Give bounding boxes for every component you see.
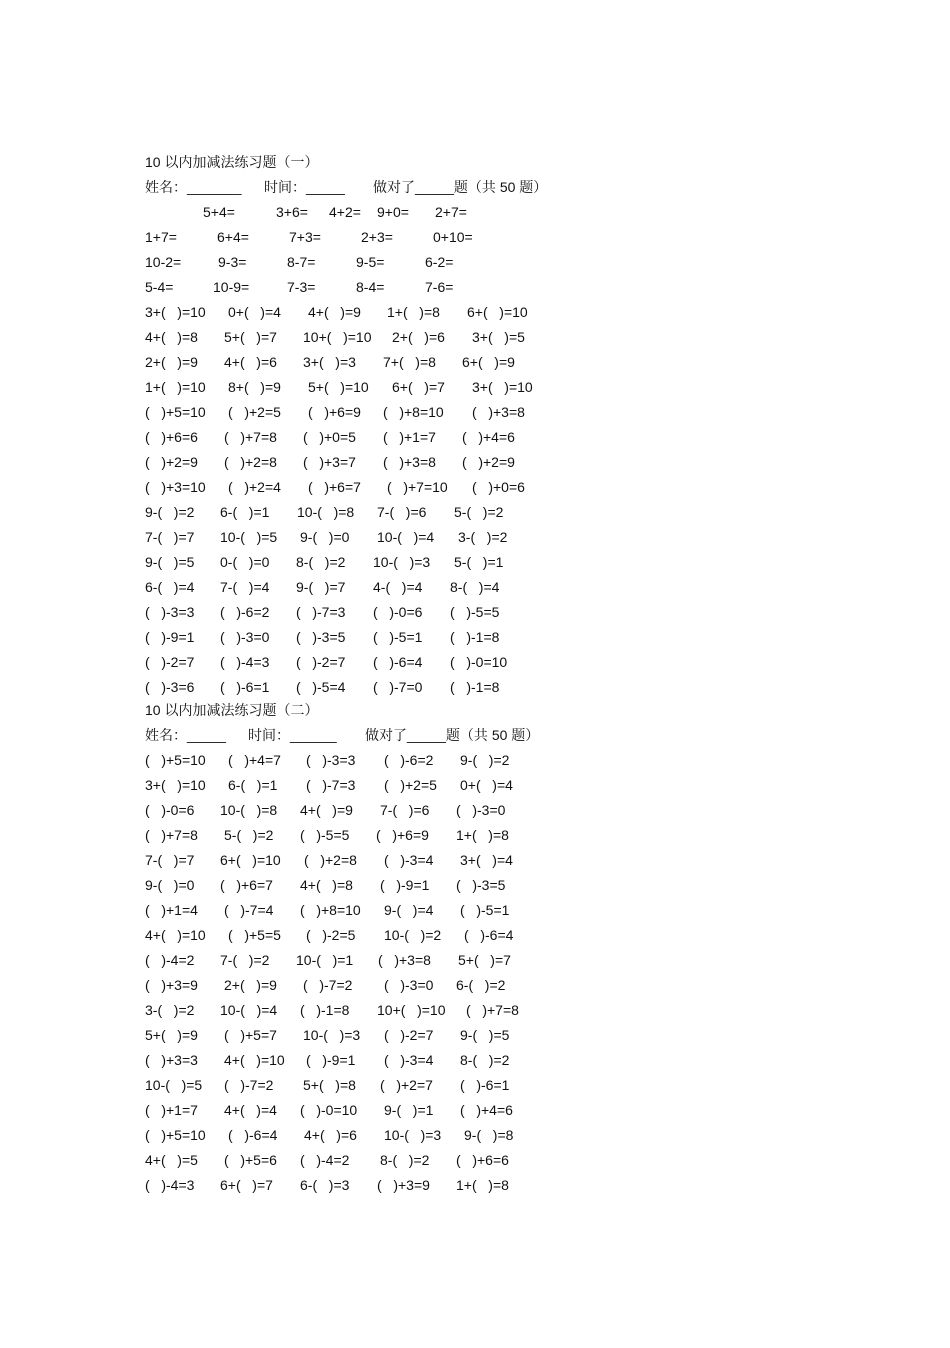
- problem: 9-( )=2: [460, 752, 510, 768]
- problem: 5+( )=8: [303, 1077, 356, 1093]
- problem: ( )-6=4: [373, 654, 423, 670]
- problem: 8-( )=2: [296, 554, 346, 570]
- problem: 6+( )=10: [467, 304, 528, 320]
- problem: 7-( )=6: [377, 504, 427, 520]
- problem: ( )-6=4: [228, 1127, 278, 1143]
- problem-row: [0, 300, 950, 325]
- problem: 2+7=: [435, 204, 467, 220]
- problem: ( )+3=10: [145, 479, 206, 495]
- problem: ( )-3=3: [306, 752, 356, 768]
- problem: ( )+3=3: [145, 1052, 198, 1068]
- problem: 4+( )=10: [145, 927, 206, 943]
- problem: ( )-6=2: [220, 604, 270, 620]
- problem: 3+( )=3: [303, 354, 356, 370]
- problem-row: [0, 1023, 950, 1048]
- problem: 6-2=: [425, 254, 454, 270]
- problem: 9-( )=0: [300, 529, 350, 545]
- worksheet-title: 10 以内加减法练习题（一）: [145, 154, 319, 170]
- worksheet-2-title: [0, 698, 950, 723]
- problem: ( )-2=7: [296, 654, 346, 670]
- problem: 4-( )=4: [373, 579, 423, 595]
- problem: ( )-3=0: [456, 802, 506, 818]
- problem-row: [0, 823, 950, 848]
- problem: ( )-1=8: [450, 629, 500, 645]
- problem: ( )+2=4: [228, 479, 281, 495]
- problem: 4+( )=8: [300, 877, 353, 893]
- problem: 5-( )=2: [454, 504, 504, 520]
- problem: ( )-4=2: [300, 1152, 350, 1168]
- problem: 9-3=: [218, 254, 247, 270]
- problem: ( )+8=10: [383, 404, 444, 420]
- worksheet-1-info: [0, 175, 950, 200]
- problem-row: [0, 250, 950, 275]
- problem: ( )-5=1: [460, 902, 510, 918]
- problem: 6+( )=9: [462, 354, 515, 370]
- problem-row: [0, 225, 950, 250]
- problem: 9-( )=2: [145, 504, 195, 520]
- problem: 9-( )=8: [464, 1127, 514, 1143]
- problem: ( )+1=7: [383, 429, 436, 445]
- problem: ( )-0=6: [145, 802, 195, 818]
- problem: 5-( )=1: [454, 554, 504, 570]
- problem: ( )-4=3: [145, 1177, 195, 1193]
- problem-row: [0, 798, 950, 823]
- problem: ( )-0=10: [300, 1102, 358, 1118]
- problem-row: [0, 325, 950, 350]
- problem: 1+( )=8: [456, 827, 509, 843]
- problem: 6-( )=2: [456, 977, 506, 993]
- problem: 2+( )=6: [392, 329, 445, 345]
- problem-row: [0, 1173, 950, 1198]
- problem: 3+6=: [276, 204, 308, 220]
- problem: ( )-6=4: [464, 927, 514, 943]
- problem-row: [0, 923, 950, 948]
- problem: ( )-1=8: [300, 1002, 350, 1018]
- problem: 9-( )=0: [145, 877, 195, 893]
- problem: ( )+5=10: [145, 752, 206, 768]
- problem: 10-( )=5: [220, 529, 278, 545]
- problem: 4+( )=4: [224, 1102, 277, 1118]
- problem: ( )-2=7: [145, 654, 195, 670]
- problem: 8-( )=4: [450, 579, 500, 595]
- problem: 1+7=: [145, 229, 177, 245]
- problem: 10-( )=1: [296, 952, 354, 968]
- problem-row: [0, 1048, 950, 1073]
- problem: ( )+4=6: [462, 429, 515, 445]
- problem: 10-( )=3: [303, 1027, 361, 1043]
- problem: ( )+5=5: [228, 927, 281, 943]
- problem: 7-6=: [425, 279, 454, 295]
- problem: ( )+1=4: [145, 902, 198, 918]
- problem: 10-( )=3: [384, 1127, 442, 1143]
- problem: ( )-3=0: [220, 629, 270, 645]
- problem: 1+( )=8: [387, 304, 440, 320]
- problem: ( )-7=3: [306, 777, 356, 793]
- problem: 7-( )=6: [380, 802, 430, 818]
- problem: 10-( )=3: [373, 554, 431, 570]
- problem: ( )+7=8: [145, 827, 198, 843]
- problem: 0-( )=0: [220, 554, 270, 570]
- problem: ( )+5=10: [145, 1127, 206, 1143]
- problem: 5-( )=2: [224, 827, 274, 843]
- problem: 8-( )=2: [380, 1152, 430, 1168]
- problem: 0+10=: [433, 229, 473, 245]
- problem: 0+( )=4: [228, 304, 281, 320]
- problem: 7-3=: [287, 279, 316, 295]
- problem: ( )-3=3: [145, 604, 195, 620]
- problem: ( )-9=1: [145, 629, 195, 645]
- problem: 10-( )=8: [297, 504, 355, 520]
- problem: 5+( )=10: [308, 379, 369, 395]
- problem: ( )+4=7: [228, 752, 281, 768]
- problem-row: [0, 375, 950, 400]
- problem: 2+3=: [361, 229, 393, 245]
- problem: ( )+3=8: [378, 952, 431, 968]
- problem-row: [0, 1098, 950, 1123]
- problem-row: [0, 1123, 950, 1148]
- problem: ( )+3=9: [145, 977, 198, 993]
- problem: 6-( )=1: [228, 777, 278, 793]
- problem: ( )+5=6: [224, 1152, 277, 1168]
- problem: ( )-5=4: [296, 679, 346, 695]
- problem: 10-( )=4: [220, 1002, 278, 1018]
- problem: 5+4=: [203, 204, 235, 220]
- problem: ( )+3=7: [303, 454, 356, 470]
- time-field: 时间：_____: [264, 179, 345, 195]
- time-field: 时间：______: [248, 727, 337, 743]
- problem: ( )-3=0: [384, 977, 434, 993]
- problem: ( )-2=7: [384, 1027, 434, 1043]
- problem: ( )+2=5: [228, 404, 281, 420]
- problem: ( )+8=10: [300, 902, 361, 918]
- problem: 10-9=: [213, 279, 250, 295]
- problem: ( )+6=6: [456, 1152, 509, 1168]
- problem: 3-( )=2: [145, 1002, 195, 1018]
- problem: 9-5=: [356, 254, 385, 270]
- problem: ( )+5=7: [224, 1027, 277, 1043]
- problem: ( )+7=8: [466, 1002, 519, 1018]
- problem: 4+( )=8: [145, 329, 198, 345]
- problem-row: [0, 1148, 950, 1173]
- problem: ( )+6=7: [220, 877, 273, 893]
- problem: ( )+6=7: [308, 479, 361, 495]
- problem: 3-( )=2: [458, 529, 508, 545]
- score-field: 做对了_____题（共 50 题）: [373, 179, 548, 195]
- problem: 6-( )=1: [220, 504, 270, 520]
- problem-row: [0, 973, 950, 998]
- problem-row: [0, 500, 950, 525]
- worksheet-2-info: [0, 723, 950, 748]
- problem: ( )-7=4: [224, 902, 274, 918]
- problem: ( )+2=8: [224, 454, 277, 470]
- problem: 9+0=: [377, 204, 409, 220]
- problem: 5+( )=7: [224, 329, 277, 345]
- problem: ( )-3=5: [456, 877, 506, 893]
- problem: 4+( )=5: [145, 1152, 198, 1168]
- problem: 7-( )=2: [220, 952, 270, 968]
- name-field: 姓名：_______: [145, 179, 242, 195]
- problem: ( )-3=4: [384, 1052, 434, 1068]
- problem: 10-( )=2: [384, 927, 442, 943]
- problem: ( )-6=1: [460, 1077, 510, 1093]
- problem-row: [0, 675, 950, 700]
- problem: ( )-3=4: [384, 852, 434, 868]
- problem: ( )-5=1: [373, 629, 423, 645]
- problem: 9-( )=1: [384, 1102, 434, 1118]
- problem-row: [0, 350, 950, 375]
- problem: ( )-5=5: [450, 604, 500, 620]
- problem: ( )+3=8: [472, 404, 525, 420]
- worksheet-title: 10 以内加减法练习题（二）: [145, 702, 319, 718]
- problem: ( )-2=5: [306, 927, 356, 943]
- problem-row: [0, 200, 950, 225]
- problem: 4+2=: [329, 204, 361, 220]
- problem-row: [0, 848, 950, 873]
- problem: 6-( )=4: [145, 579, 195, 595]
- problem: 4+( )=6: [224, 354, 277, 370]
- score-field: 做对了_____题（共 50 题）: [365, 727, 540, 743]
- problem: ( )+0=5: [303, 429, 356, 445]
- problem: ( )+0=6: [472, 479, 525, 495]
- problem: ( )-7=2: [303, 977, 353, 993]
- problem: ( )+3=9: [377, 1177, 430, 1193]
- problem: ( )+2=9: [462, 454, 515, 470]
- problem: 10-( )=5: [145, 1077, 203, 1093]
- problem: ( )+2=9: [145, 454, 198, 470]
- problem: 3+( )=10: [472, 379, 533, 395]
- problem: ( )+1=7: [145, 1102, 198, 1118]
- problem: 6+( )=10: [220, 852, 281, 868]
- problem: 10+( )=10: [377, 1002, 446, 1018]
- problem: 8-( )=2: [460, 1052, 510, 1068]
- problem: 3+( )=5: [472, 329, 525, 345]
- problem: 4+( )=9: [300, 802, 353, 818]
- problem: ( )-7=3: [296, 604, 346, 620]
- problem-row: [0, 1073, 950, 1098]
- problem: 9-( )=5: [460, 1027, 510, 1043]
- problem-row: [0, 998, 950, 1023]
- problem: 10+( )=10: [303, 329, 372, 345]
- problem: 7-( )=7: [145, 529, 195, 545]
- problem: ( )+2=7: [380, 1077, 433, 1093]
- problem: ( )-7=0: [373, 679, 423, 695]
- problem: ( )+4=6: [460, 1102, 513, 1118]
- problem: ( )+2=8: [304, 852, 357, 868]
- problem: 9-( )=5: [145, 554, 195, 570]
- problem: 5+( )=7: [458, 952, 511, 968]
- problem: ( )+7=10: [387, 479, 448, 495]
- problem: 8-4=: [356, 279, 385, 295]
- problem: 4+( )=6: [304, 1127, 357, 1143]
- problem: ( )+2=5: [384, 777, 437, 793]
- problem: 6+( )=7: [392, 379, 445, 395]
- problem: 6-( )=3: [300, 1177, 350, 1193]
- problem: 1+( )=10: [145, 379, 206, 395]
- problem-row: [0, 748, 950, 773]
- problem: ( )+6=9: [308, 404, 361, 420]
- problem: ( )+6=9: [376, 827, 429, 843]
- problem-row: [0, 450, 950, 475]
- problem: 2+( )=9: [224, 977, 277, 993]
- problem: 7+( )=8: [383, 354, 436, 370]
- problem: 10-( )=8: [220, 802, 278, 818]
- problem: ( )-9=1: [306, 1052, 356, 1068]
- name-field: 姓名：_____: [145, 727, 226, 743]
- problem-row: [0, 625, 950, 650]
- problem: ( )-0=10: [450, 654, 508, 670]
- problem-row: [0, 525, 950, 550]
- problem: 10-( )=4: [377, 529, 435, 545]
- problem-row: [0, 475, 950, 500]
- problem: 2+( )=9: [145, 354, 198, 370]
- problem-row: [0, 600, 950, 625]
- problem: ( )-6=2: [384, 752, 434, 768]
- problem: 5+( )=9: [145, 1027, 198, 1043]
- problem: ( )-7=2: [224, 1077, 274, 1093]
- problem: 3+( )=10: [145, 304, 206, 320]
- problem-row: [0, 400, 950, 425]
- problem: ( )+5=10: [145, 404, 206, 420]
- problem: 3+( )=10: [145, 777, 206, 793]
- problem: 4+( )=9: [308, 304, 361, 320]
- problem: 9-( )=7: [296, 579, 346, 595]
- problem-row: [0, 275, 950, 300]
- problem: 4+( )=10: [224, 1052, 285, 1068]
- worksheet-1-title: [0, 150, 950, 175]
- problem-row: [0, 575, 950, 600]
- problem: 6+( )=7: [220, 1177, 273, 1193]
- problem: ( )-4=3: [220, 654, 270, 670]
- problem: ( )-3=6: [145, 679, 195, 695]
- problem: ( )+6=6: [145, 429, 198, 445]
- problem: ( )-6=1: [220, 679, 270, 695]
- problem: 1+( )=8: [456, 1177, 509, 1193]
- problem: 6+4=: [217, 229, 249, 245]
- problem: 8-7=: [287, 254, 316, 270]
- problem-row: [0, 425, 950, 450]
- problem: 9-( )=4: [384, 902, 434, 918]
- problem: ( )-4=2: [145, 952, 195, 968]
- problem: ( )-1=8: [450, 679, 500, 695]
- problem: 10-2=: [145, 254, 182, 270]
- problem: ( )+7=8: [224, 429, 277, 445]
- problem: ( )-3=5: [296, 629, 346, 645]
- problem: ( )-5=5: [300, 827, 350, 843]
- problem: ( )+3=8: [383, 454, 436, 470]
- problem: ( )-9=1: [380, 877, 430, 893]
- problem: 0+( )=4: [460, 777, 513, 793]
- problem-row: [0, 898, 950, 923]
- problem-row: [0, 948, 950, 973]
- problem-row: [0, 773, 950, 798]
- problem: 8+( )=9: [228, 379, 281, 395]
- problem: 7-( )=7: [145, 852, 195, 868]
- problem: 3+( )=4: [460, 852, 513, 868]
- problem: 7-( )=4: [220, 579, 270, 595]
- problem-row: [0, 650, 950, 675]
- problem: 5-4=: [145, 279, 174, 295]
- problem: 7+3=: [289, 229, 321, 245]
- problem-row: [0, 550, 950, 575]
- problem: ( )-0=6: [373, 604, 423, 620]
- problem-row: [0, 873, 950, 898]
